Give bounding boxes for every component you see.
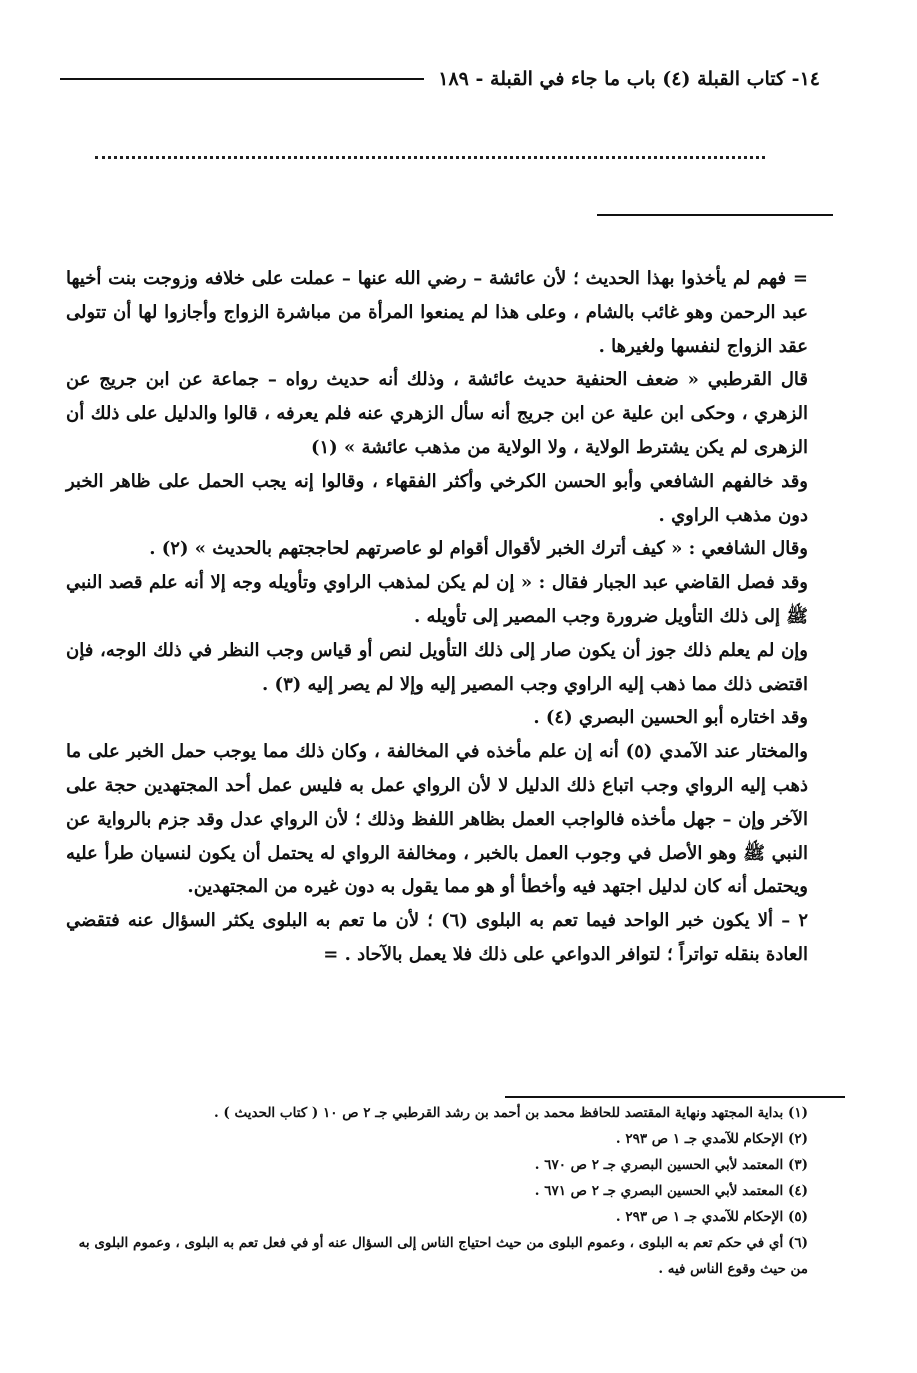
footnote: (٤) المعتمد لأبي الحسين البصري جـ ٢ ص ٦٧١ .	[534, 1183, 808, 1199]
footnote: (٢) الإحكام للآمدي جـ ١ ص ٢٩٣ .	[615, 1131, 808, 1147]
page-header	[60, 62, 820, 96]
paragraph: وإن لم يعلم ذلك جوز أن يكون صار إلى ذلك التأويل لنص أو قياس وجب النظر في ذلك الوجه، فإن اقتضى ذلك مما ذهب إليه الراوي وجب المصير إليه وإلا لم يصر إليه (٣) .	[66, 639, 808, 695]
section-rule	[597, 214, 833, 216]
main-text	[66, 262, 808, 972]
footnote: (٥) الإحكام للآمدي جـ ١ ص ٢٩٣ .	[615, 1209, 808, 1225]
header-rule	[60, 78, 424, 80]
paragraph: وقد خالفهم الشافعي وأبو الحسن الكرخي وأكثر الفقهاء ، وقالوا إنه يجب الحمل على ظاهر الخبر دون مذهب الراوي .	[66, 470, 808, 526]
paragraph: = فهم لم يأخذوا بهذا الحديث ؛ لأن عائشة – رضي الله عنها – عملت على خلافه وزوجت بنت أخيها عبد الرحمن وهو غائب بالشام ، وعلى هذا لم يمنعوا المرأة من مباشرة الزواج وأجازوا لها أن تتولى عقد الزواج لنفسها ولغيرها .	[66, 268, 808, 357]
footnote-rule	[505, 1096, 845, 1098]
paragraph: وقد اختاره أبو الحسين البصري (٤) .	[533, 707, 808, 729]
footnote: (١) بداية المجتهد ونهاية المقتصد للحافظ محمد بن أحمد بن رشد القرطبي جـ ٢ ص ١٠ ( كتاب الحديث ) .	[214, 1105, 808, 1121]
footnote: (٣) المعتمد لأبي الحسين البصري جـ ٢ ص ٦٧٠ .	[534, 1157, 808, 1173]
paragraph: قال القرطبي « ضعف الحنفية حديث عائشة ، وذلك أنه حديث رواه – جماعة عن ابن جريج عن الزهري ، وحكى ابن علية عن ابن جريج أنه سأل الزهري عنه فلم يعرفه ، قالوا والدليل على ذلك أن الزهرى لم يكن يشترط الولاية ، ولا الولاية من مذهب عائشة » (١)	[66, 369, 808, 458]
dotted-separator	[95, 156, 765, 159]
paragraph: ٢ – ألا يكون خبر الواحد فيما تعم به البلوى (٦) ؛ لأن ما تعم به البلوى يكثر السؤال عنه فتقضي العادة بنقله تواتراً ؛ لتوافر الدواعي على ذلك فلا يعمل بالآحاد . =	[66, 910, 809, 965]
footnotes	[66, 1100, 808, 1282]
paragraph: والمختار عند الآمدي (٥) أنه إن علم مأخذه في المخالفة ، وكان ذلك مما يوجب حمل الخبر على ما ذهب إليه الرواي وجب اتباع ذلك الدليل لا لأن الرواي عمل به فليس عمل أحد المجتهدين حجة على الآخر وإن – جهل مأخذه فالواجب العمل بظاهر اللفظ وذلك ؛ لأن الرواي عدل وقد جزم بالرواية عن النبي ﷺ وهو الأصل في وجوب العمل بالخبر ، ومخالفة الرواي له يحتمل أن يكون لنسيان طرأ عليه ويحتمل أنه كان لدليل اجتهد فيه وأخطأ أو هو مما يقول به دون غيره من المجتهدين.	[66, 741, 808, 898]
paragraph: وقد فصل القاضي عبد الجبار فقال : « إن لم يكن لمذهب الراوي وتأويله وجه إلا أنه علم قصد النبي ﷺ إلى ذلك التأويل ضرورة وجب المصير إلى تأويله .	[66, 572, 808, 627]
running-title: ١٤- كتاب القبلة (٤) باب ما جاء في القبلة - ١٨٩	[438, 68, 820, 90]
paragraph: وقال الشافعي : « كيف أترك الخبر لأقوال أقوام لو عاصرتهم لحاججتهم بالحديث » (٢) .	[149, 538, 808, 560]
footnote: (٦) أي في حكم تعم به البلوى ، وعموم البلوى من حيث احتياج الناس إلى السؤال عنه أو في فعل تعم به البلوى ، وعموم البلوى به من حيث وقوع الناس فيه .	[78, 1235, 808, 1277]
